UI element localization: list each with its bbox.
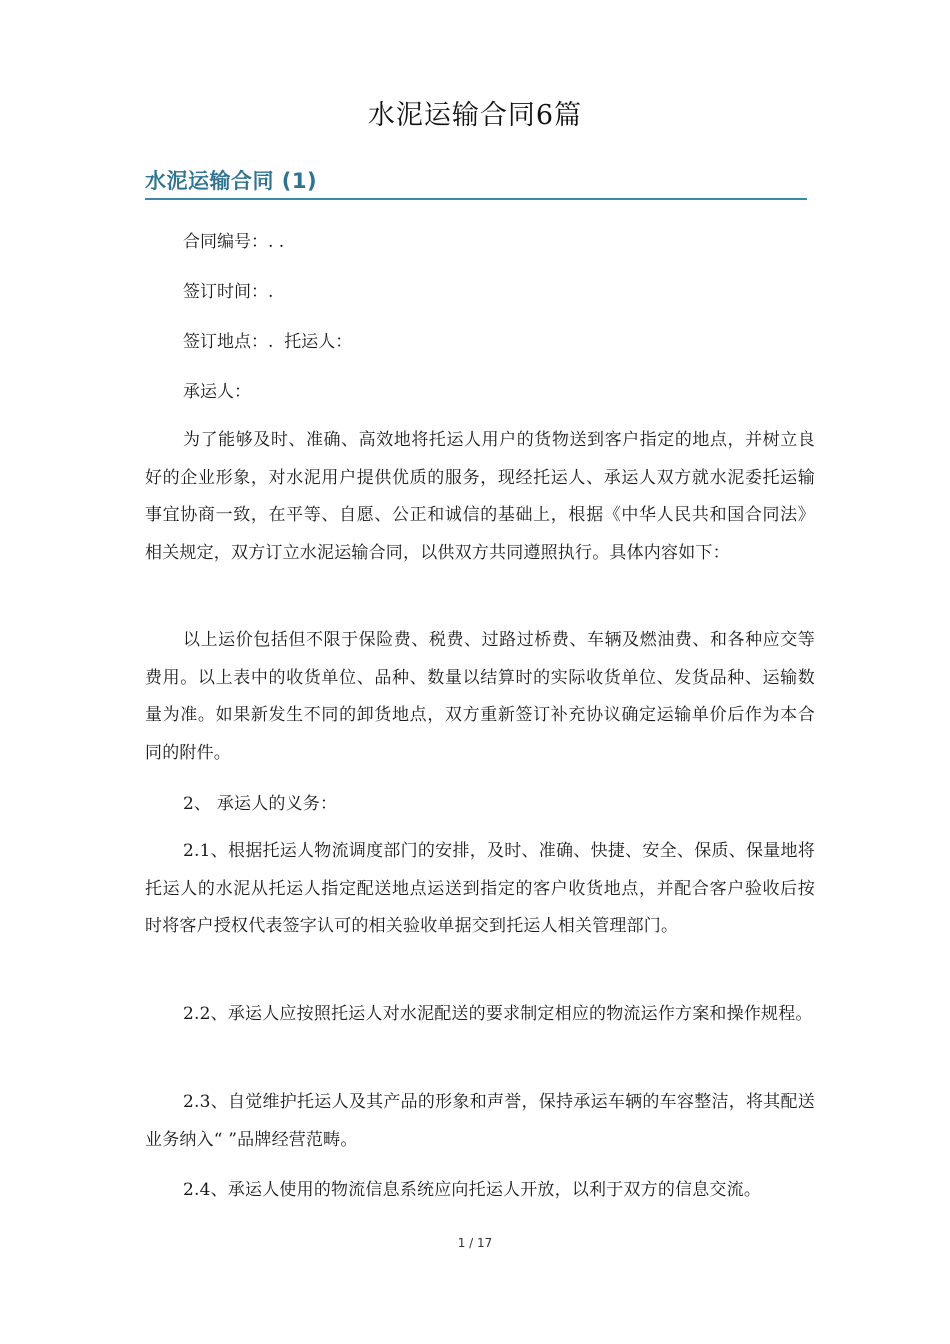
paragraph-clause-2-2: 2.2、承运人应按照托运人对水泥配送的要求制定相应的物流运作方案和操作规程。	[183, 1004, 813, 1024]
sign-place-field: 签订地点：. 托运人：	[183, 332, 353, 352]
document-title: 水泥运输合同6篇	[367, 100, 583, 131]
paragraph-clause-2-1: 2.1、根据托运人物流调度部门的安排，及时、准确、快捷、安全、保质、保量地将托运人的水泥从托运人指定配送地点运送到指定的客户收货地点，并配合客户验收后按时将客户授权代表签字认可的相关验收单据交到托运人相关管理部门。	[145, 841, 815, 936]
carrier-field: 承运人：	[183, 382, 251, 402]
paragraph-intro: 为了能够及时、准确、高效地将托运人用户的货物送到客户指定的地点，并树立良好的企业形象，对水泥用户提供优质的服务，现经托运人、承运人双方就水泥委托运输事宜协商一致，在平等、自愿、公正和诚信的基础上，根据《中华人民共和国合同法》相关规定，双方订立水泥运输合同，以供双方共同遵照执行。具体内容如下：	[145, 430, 815, 563]
contract-number-field: 合同编号：. .	[183, 232, 285, 252]
paragraph-clause-2-3: 2.3、自觉维护托运人及其产品的形象和声誉，保持承运车辆的车容整洁，将其配送业务纳入“ ”品牌经营范畴。	[145, 1092, 815, 1150]
paragraph-carrier-duties-heading: 2、 承运人的义务：	[183, 794, 338, 814]
paragraph-pricing: 以上运价包括但不限于保险费、税费、过路过桥费、车辆及燃油费、和各种应交等费用。以上表中的收货单位、品种、数量以结算时的实际收货单位、发货品种、运输数量为准。如果新发生不同的卸货地点，双方重新签订补充协议确定运输单价后作为本合同的附件。	[145, 630, 815, 763]
section-heading: 水泥运输合同 (1)	[145, 166, 807, 200]
page-number: 1 / 17	[457, 1236, 493, 1250]
paragraph-clause-2-4: 2.4、承运人使用的物流信息系统应向托运人开放，以利于双方的信息交流。	[183, 1180, 762, 1200]
sign-time-field: 签订时间：.	[183, 282, 274, 302]
